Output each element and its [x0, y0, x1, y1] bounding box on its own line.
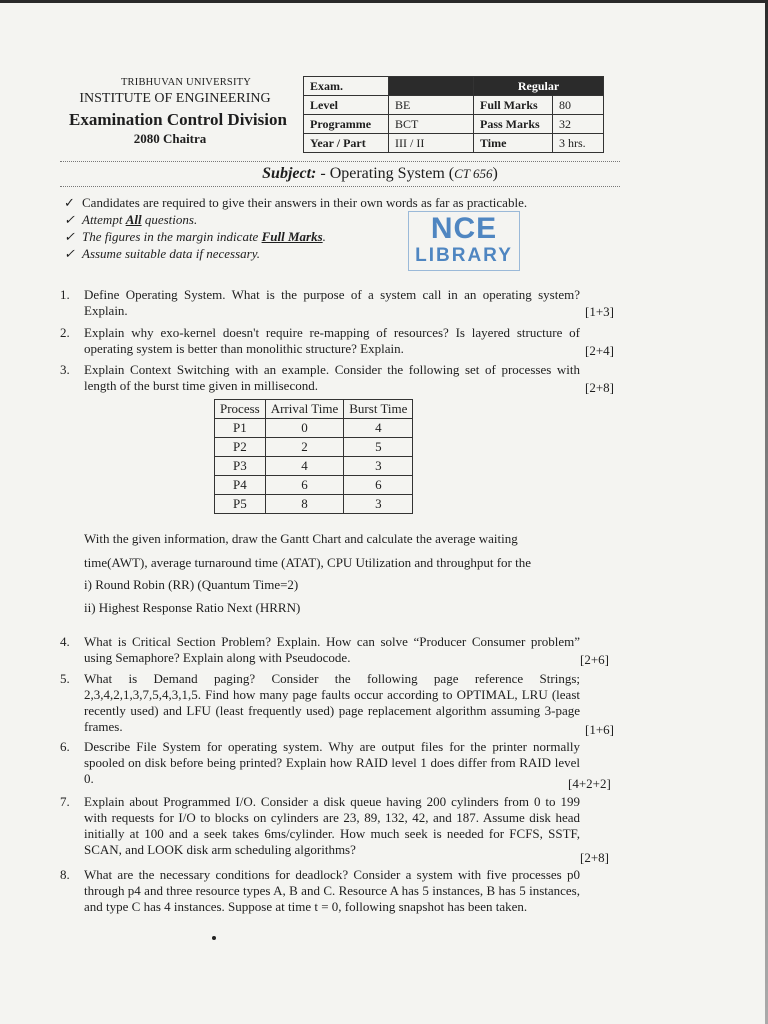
question-text: Define Operating System. What is the purpose of a system call in an operating system? Explain.: [84, 287, 580, 318]
question-number: 2.: [60, 325, 70, 340]
check-icon: ✓: [64, 212, 75, 227]
question-marks: [2+8]: [585, 380, 614, 395]
info-label: Full Marks: [474, 96, 553, 115]
question-marks: [2+8]: [580, 850, 609, 865]
table-row: P2 2 5: [215, 438, 413, 457]
question-item: [60, 362, 580, 394]
question-item: [60, 287, 580, 319]
q3-subpart: i) Round Robin (RR) (Quantum Time=2): [84, 577, 299, 592]
process-table-header: Process: [215, 400, 266, 419]
info-label: Year / Part: [304, 134, 389, 153]
q3-followup-line: With the given information, draw the Gantt Chart and calculate the average waiting: [84, 531, 518, 546]
divider: [60, 161, 620, 162]
question-text: Explain Context Switching with an example. Consider the following set of processes with length of the burst time given in millisecond.: [84, 362, 580, 393]
table-row: P5 8 3: [215, 495, 413, 514]
check-icon: ✓: [64, 246, 75, 261]
division-name: Examination Control Division: [69, 110, 287, 129]
stamp-library-text: LIBRARY: [415, 245, 513, 266]
library-stamp: [408, 211, 520, 271]
question-text: Explain why exo-kernel doesn't require re-mapping of resources? Is layered structure of operating system is better than monolithic structure? Explain.: [84, 325, 580, 356]
instruction-item: ✓ The figures in the margin indicate Full Marks.: [64, 229, 326, 244]
question-text: Describe File System for operating system. Why are output files for the printer normally spooled on disk before being printed? Explain how RAID level 1 does differ from RAID level 0.: [84, 739, 580, 786]
info-value: BCT: [389, 115, 474, 134]
question-item: [60, 671, 580, 735]
check-icon: ✓: [64, 195, 75, 210]
info-value: 3 hrs.: [553, 134, 604, 153]
table-row: P3 4 3: [215, 457, 413, 476]
question-text: What is Critical Section Problem? Explain. How can solve “Producer Consumer problem” using Semaphore? Explain along with Pseudocode.: [84, 634, 580, 665]
instruction-item: ✓ Assume suitable data if necessary.: [64, 246, 261, 261]
question-item: [60, 867, 580, 915]
subject-code: CT 656: [454, 166, 493, 181]
page-top-edge: [0, 0, 768, 3]
stamp-logo-text: NCE: [430, 212, 498, 245]
question-marks: [2+6]: [580, 652, 609, 667]
subject-close: ): [492, 165, 498, 182]
question-number: 4.: [60, 634, 70, 649]
institute-name: INSTITUTE OF ENGINEERING: [79, 91, 271, 106]
ink-dot: [212, 936, 216, 940]
question-number: 3.: [60, 362, 70, 377]
question-number: 7.: [60, 794, 70, 809]
process-table-header: Burst Time: [344, 400, 413, 419]
question-marks: [1+6]: [585, 722, 614, 737]
process-table-header: Arrival Time: [265, 400, 344, 419]
question-marks: [4+2+2]: [568, 776, 611, 791]
question-item: [60, 325, 580, 357]
exam-label: Exam.: [304, 77, 389, 96]
table-row: P4 6 6: [215, 476, 413, 495]
info-label: Programme: [304, 115, 389, 134]
info-value: BE: [389, 96, 474, 115]
question-number: 1.: [60, 287, 70, 302]
info-value: 32: [553, 115, 604, 134]
question-text: What is Demand paging? Consider the following page reference Strings; 2,3,4,2,1,3,7,5,4,3,1,5. Find how many page faults occur according to OPTIMAL, LRU (least recently used) and LFU (least frequently used) page replacement algorithm assuming 3-page frames.: [84, 671, 580, 734]
question-marks: [1+3]: [585, 304, 614, 319]
instruction-item: ✓ Candidates are required to give their answers in their own words as far as practicable.: [64, 195, 528, 210]
subject-name: Operating System (: [329, 165, 455, 182]
info-value: III / II: [389, 134, 474, 153]
exam-session: 2080 Chaitra: [133, 131, 207, 146]
exam-info-table: [303, 76, 604, 153]
q3-followup-line: time(AWT), average turnaround time (ATAT), CPU Utilization and throughput for the: [84, 555, 532, 570]
exam-filler: [389, 77, 474, 96]
subject-dash: -: [316, 165, 330, 182]
instruction-item: ✓ Attempt All questions.: [64, 212, 198, 227]
question-number: 8.: [60, 867, 70, 882]
check-icon: ✓: [64, 229, 75, 244]
question-text: Explain about Programmed I/O. Consider a disk queue having 200 cylinders from 0 to 199 with requests for I/O to blocks on cylinders are 23, 89, 132, 42, and 187. Assume disk head initially at 100 and a seek takes 6ms/cylinder. How much seek is needed for FCFS, SSTF, SCAN, and LOOK disk arm scheduling algorithms?: [84, 794, 580, 857]
process-table: [214, 399, 413, 514]
exam-type: Regular: [474, 77, 604, 96]
university-name: TRIBHUVAN UNIVERSITY: [120, 77, 252, 88]
info-label: Level: [304, 96, 389, 115]
table-row: P1 0 4: [215, 419, 413, 438]
question-item: [60, 739, 580, 787]
info-label: Time: [474, 134, 553, 153]
divider: [60, 186, 620, 187]
subject-line: [60, 165, 700, 183]
question-marks: [2+4]: [585, 343, 614, 358]
question-number: 5.: [60, 671, 70, 686]
q3-subpart: ii) Highest Response Ratio Next (HRRN): [84, 600, 301, 615]
question-text: What are the necessary conditions for deadlock? Consider a system with five processes p0 through p4 and three resource types A, B and C. Resource A has 5 instances, B has 5 instances, and type C has 4 instances. Suppose at time t = 0, following snapshot has been taken.: [84, 867, 580, 914]
question-item: [60, 634, 580, 666]
question-item: [60, 794, 580, 858]
info-value: 80: [553, 96, 604, 115]
question-number: 6.: [60, 739, 70, 754]
info-label: Pass Marks: [474, 115, 553, 134]
subject-prefix: Subject:: [262, 165, 317, 182]
